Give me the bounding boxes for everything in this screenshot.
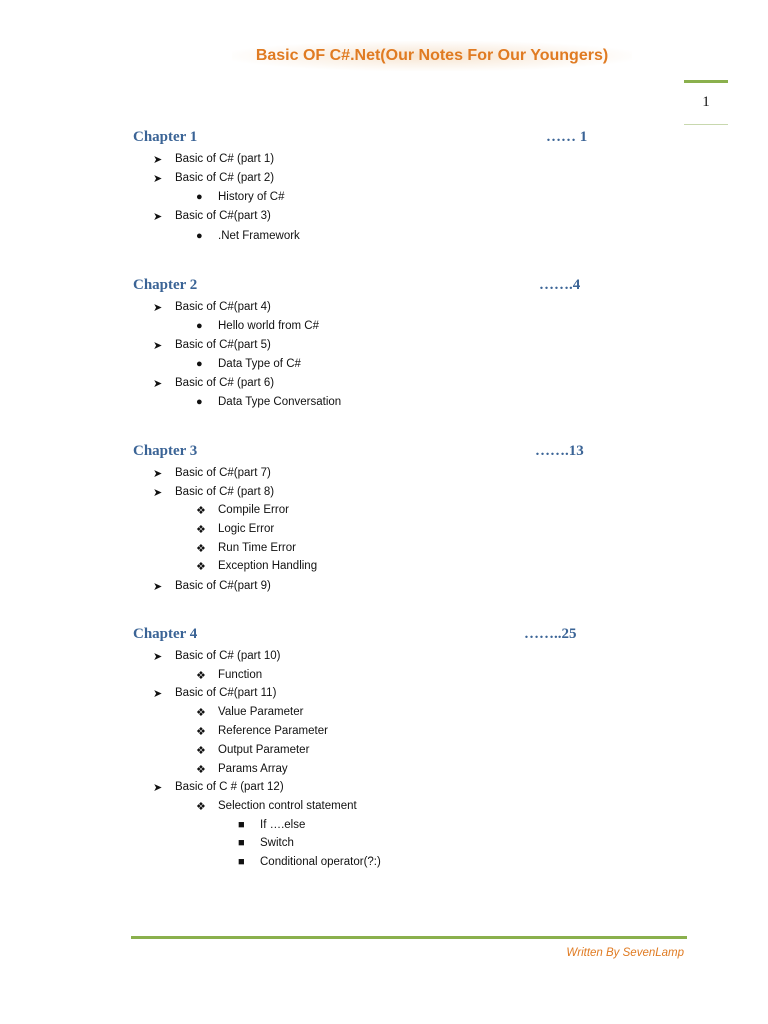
footer-author: Written By SevenLamp bbox=[566, 947, 684, 959]
toc-entry bbox=[153, 207, 271, 225]
entry-label: Basic of C#(part 11) bbox=[175, 687, 277, 699]
toc-subentry bbox=[196, 539, 296, 557]
entry-label: Params Array bbox=[218, 763, 288, 775]
chapter-title: Chapter 3 bbox=[133, 443, 198, 459]
entry-label: Value Parameter bbox=[218, 706, 304, 718]
footer-rule bbox=[131, 936, 687, 939]
entry-label: If ….else bbox=[260, 819, 306, 831]
square-bullet-icon: ■ bbox=[238, 819, 245, 831]
toc-subentry bbox=[196, 722, 328, 740]
entry-label: Function bbox=[218, 669, 263, 681]
entry-label: Selection control statement bbox=[218, 800, 357, 812]
entry-label: Conditional operator(?:) bbox=[260, 856, 381, 868]
diamond-bullet-icon: ❖ bbox=[196, 523, 206, 536]
toc-entry bbox=[153, 483, 274, 501]
diamond-bullet-icon: ❖ bbox=[196, 542, 206, 555]
toc-subentry bbox=[196, 797, 357, 815]
arrow-bullet-icon: ➤ bbox=[153, 486, 163, 499]
toc-subentry bbox=[196, 520, 274, 538]
toc-subentry bbox=[196, 227, 300, 245]
arrow-bullet-icon: ➤ bbox=[153, 467, 163, 480]
dot-bullet-icon: ● bbox=[196, 396, 203, 408]
diamond-bullet-icon: ❖ bbox=[196, 763, 206, 776]
entry-label: .Net Framework bbox=[218, 230, 300, 242]
entry-label: Output Parameter bbox=[218, 744, 310, 756]
toc-entry bbox=[153, 169, 274, 187]
toc-entry bbox=[153, 150, 274, 168]
entry-label: Basic of C#(part 7) bbox=[175, 467, 271, 479]
entry-label: Data Type of C# bbox=[218, 358, 301, 370]
entry-label: Hello world from C# bbox=[218, 320, 319, 332]
toc-subentry bbox=[196, 703, 303, 721]
toc-subentry bbox=[196, 317, 319, 335]
entry-label: Basic of C # (part 12) bbox=[175, 781, 284, 793]
arrow-bullet-icon: ➤ bbox=[153, 580, 163, 593]
entry-label: Basic of C#(part 5) bbox=[175, 339, 271, 351]
toc-entry bbox=[153, 374, 274, 392]
arrow-bullet-icon: ➤ bbox=[153, 172, 163, 185]
diamond-bullet-icon: ❖ bbox=[196, 504, 206, 517]
toc-subentry bbox=[196, 355, 301, 373]
dot-bullet-icon: ● bbox=[196, 191, 203, 203]
entry-label: Compile Error bbox=[218, 504, 289, 516]
toc-subentry bbox=[196, 188, 284, 206]
arrow-bullet-icon: ➤ bbox=[153, 210, 163, 223]
square-bullet-icon: ■ bbox=[238, 837, 245, 849]
square-bullet-icon: ■ bbox=[238, 856, 245, 868]
diamond-bullet-icon: ❖ bbox=[196, 706, 206, 719]
toc-entry bbox=[153, 647, 280, 665]
page-number: 1 bbox=[702, 94, 710, 110]
toc-entry bbox=[153, 298, 271, 316]
arrow-bullet-icon: ➤ bbox=[153, 377, 163, 390]
toc-entry bbox=[153, 336, 271, 354]
entry-label: History of C# bbox=[218, 191, 285, 203]
entry-label: Logic Error bbox=[218, 523, 275, 535]
chapter-page-ref: …….13 bbox=[535, 443, 584, 459]
toc-subentry bbox=[196, 760, 288, 778]
chapter-title: Chapter 1 bbox=[133, 129, 198, 145]
chapter-page-ref: …… 1 bbox=[546, 129, 588, 145]
diamond-bullet-icon: ❖ bbox=[196, 669, 206, 682]
dot-bullet-icon: ● bbox=[196, 320, 203, 332]
chapter-page-ref: ……..25 bbox=[524, 626, 577, 642]
entry-label: Exception Handling bbox=[218, 560, 318, 572]
chapter-title: Chapter 4 bbox=[133, 626, 198, 642]
entry-label: Run Time Error bbox=[218, 542, 296, 554]
document-title: Basic OF C#.Net(Our Notes For Our Youngers) bbox=[232, 41, 632, 71]
entry-label: Basic of C# (part 10) bbox=[175, 650, 281, 662]
chapter-page-ref: …….4 bbox=[539, 277, 581, 293]
diamond-bullet-icon: ❖ bbox=[196, 744, 206, 757]
toc-subsubentry bbox=[238, 834, 294, 852]
dot-bullet-icon: ● bbox=[196, 230, 203, 242]
arrow-bullet-icon: ➤ bbox=[153, 153, 163, 166]
toc-entry bbox=[153, 684, 276, 702]
diamond-bullet-icon: ❖ bbox=[196, 725, 206, 738]
arrow-bullet-icon: ➤ bbox=[153, 781, 163, 794]
dot-bullet-icon: ● bbox=[196, 358, 203, 370]
toc-entry bbox=[153, 778, 284, 796]
arrow-bullet-icon: ➤ bbox=[153, 301, 163, 314]
diamond-bullet-icon: ❖ bbox=[196, 800, 206, 813]
entry-label: Basic of C# (part 1) bbox=[175, 153, 275, 165]
diamond-bullet-icon: ❖ bbox=[196, 560, 206, 573]
chapter-title: Chapter 2 bbox=[133, 277, 198, 293]
entry-label: Basic of C#(part 3) bbox=[175, 210, 271, 222]
toc-subentry bbox=[196, 393, 341, 411]
entry-label: Basic of C#(part 4) bbox=[175, 301, 271, 313]
toc-entry bbox=[153, 464, 271, 482]
arrow-bullet-icon: ➤ bbox=[153, 650, 163, 663]
toc-subsubentry bbox=[238, 853, 381, 871]
entry-label: Switch bbox=[260, 837, 294, 849]
toc-subentry bbox=[196, 557, 317, 575]
entry-label: Basic of C# (part 6) bbox=[175, 377, 275, 389]
entry-label: Reference Parameter bbox=[218, 725, 328, 737]
toc-subentry bbox=[196, 501, 289, 519]
toc-subsubentry bbox=[238, 816, 305, 834]
entry-label: Basic of C#(part 9) bbox=[175, 580, 271, 592]
arrow-bullet-icon: ➤ bbox=[153, 687, 163, 700]
toc-entry bbox=[153, 577, 271, 595]
toc-subentry bbox=[196, 666, 262, 684]
arrow-bullet-icon: ➤ bbox=[153, 339, 163, 352]
entry-label: Basic of C# (part 2) bbox=[175, 172, 275, 184]
toc-subentry bbox=[196, 741, 309, 759]
entry-label: Data Type Conversation bbox=[218, 396, 342, 408]
entry-label: Basic of C# (part 8) bbox=[175, 486, 275, 498]
